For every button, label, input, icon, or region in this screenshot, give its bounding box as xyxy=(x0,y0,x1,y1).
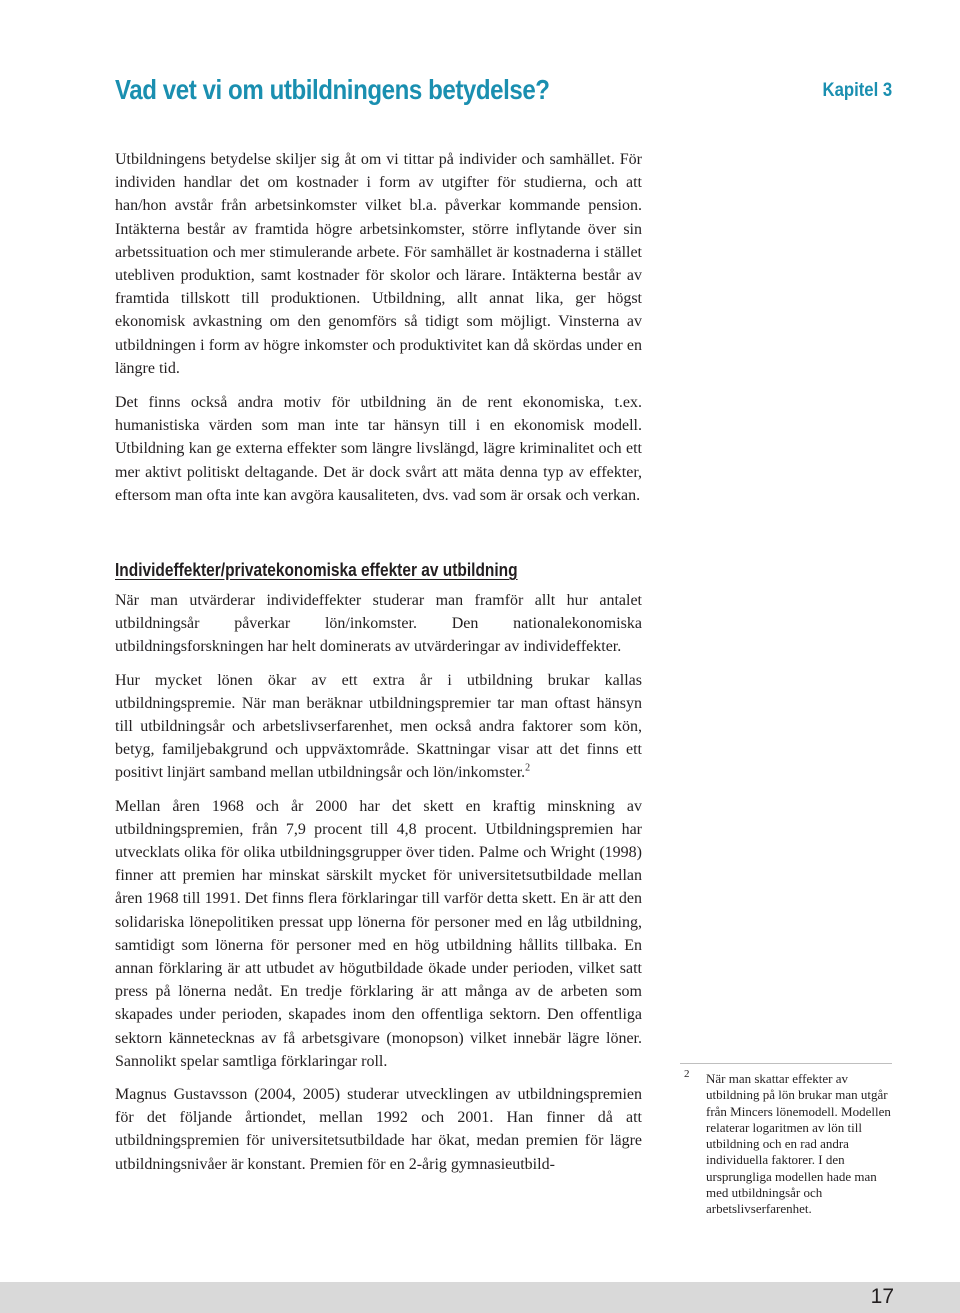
section-text xyxy=(115,589,642,1176)
intro-paragraph-2: Det finns också andra motiv för utbildning än de rent ekonomiska, t.ex. humanistiska värden som man inte tar hänsyn till i en ekonomisk modell. Utbildning kan ge externa effekter som längre livslängd, lägre kriminalitet och ett mer aktivt politiskt deltagande. Det är dock svårt att mäta denna typ av effekter, eftersom man ofta inte kan avgöra kausaliteten, dvs. vad som är orsak och verkan. xyxy=(115,394,642,504)
section-paragraph-1: När man utvärderar individeffekter studerar man framför allt hur antalet utbildningsår påverkar lön/inkomster. Den nationalekonomiska utbildningsforskningen har helt dominerats av utvärderingar av individeffekter. xyxy=(115,592,642,656)
intro-paragraph-1: Utbildningens betydelse skiljer sig åt om vi tittar på individer och samhället. För individen handlar det om kostnader i form av utgifter för studierna, och att han/hon avstår från arbetsinkomster vilket bl.a. påverkar kommande pension. Intäkterna består av framtida högre arbetsinkomster, större inflytande över sin arbetssituation och mer stimulerande arbete. För samhället är kostnaderna i stället utebliven produktion, samt kostnader för skolor och lärare. Intäkterna består av framtida tillskott till produktionen. Utbildning, allt annat lika, ger högst ekonomisk avkastning om den genomförs så tidigt som möjligt. Vinsterna av utbildningen i form av högre inkomster och produktivitet kan då skördas under en längre tid. xyxy=(115,151,642,377)
section-heading: Individeffekter/privatekonomiska effekter av utbildning xyxy=(115,560,518,580)
footnote-reference[interactable]: 2 xyxy=(525,763,531,775)
section-paragraph-3: Mellan åren 1968 och år 2000 har det skett en kraftig minskning av utbildningspremien, från 7,9 procent till 4,8 procent. Utbildningspremien har utvecklats olika för olika utbildningsgrupper över tiden. Palme och Wright (1998) finner att premien har minskat särskilt mycket för universitetsutbildade mellan åren 1968 till 1991. Det finns flera förklaringar till varför detta skett. En är att den solidariska lönepolitiken pressat upp lönerna för personer med en låg utbildning, samtidigt som lönerna för personer med en hög utbildning hållits tillbaka. En annan förklaring är att utbudet av högutbildade ökade under perioden, vilket satt press på lönerna nedåt. En tredje förklaring är att många av de arbeten som skapades under perioden, skapades inom den offentliga sektorn. Den offentliga sektorn kännetecknas av få arbetsgivare (monopson) vilket innebär lägre löner. Sannolikt spelar samtliga förklaringar roll. xyxy=(115,797,642,1070)
section-paragraph-4: Magnus Gustavsson (2004, 2005) studerar utvecklingen av utbildningspremien för det följande årtiondet, mellan 1992 och 2001. Han finner då att utbildningspremien för universitetsutbildade har ökat, medan premien för lägre utbildningsnivåer är konstant. Premien för en 2-årig gymnasieutbild- xyxy=(115,1086,642,1173)
page-number: 17 xyxy=(870,1285,894,1308)
footnote-number: 2 xyxy=(684,1068,690,1080)
section-paragraph-2-text: Hur mycket lönen ökar av ett extra år i utbildning brukar kallas utbildningspremie. När man beräknar utbildningspremier tar man oftast hänsyn till utbildningsår och arbetslivserfarenhet, men också andra faktorer som kön, betyg, familjebakgrund och uppväxtområde. Skattningar visar att det finns ett positivt linjärt samband mellan utbildningsår och lön/inkomster. xyxy=(115,671,642,782)
section-paragraph-2 xyxy=(115,669,642,785)
footnote-text: När man skattar effekter av utbildning på lön brukar man utgår från Mincers lönemodell. Modellen relaterar logaritmen av lön till utbildning och en rad andra individuella faktorer. I den ursprungliga modellen hade man med utbildningsår och arbetslivserfarenhet. xyxy=(706,1071,891,1217)
page-title: Vad vet vi om utbildningens betydelse? xyxy=(115,74,550,105)
intro-text xyxy=(115,148,642,507)
footnote-divider xyxy=(680,1063,892,1064)
chapter-label: Kapitel 3 xyxy=(822,80,892,101)
page-footer xyxy=(0,1282,960,1313)
